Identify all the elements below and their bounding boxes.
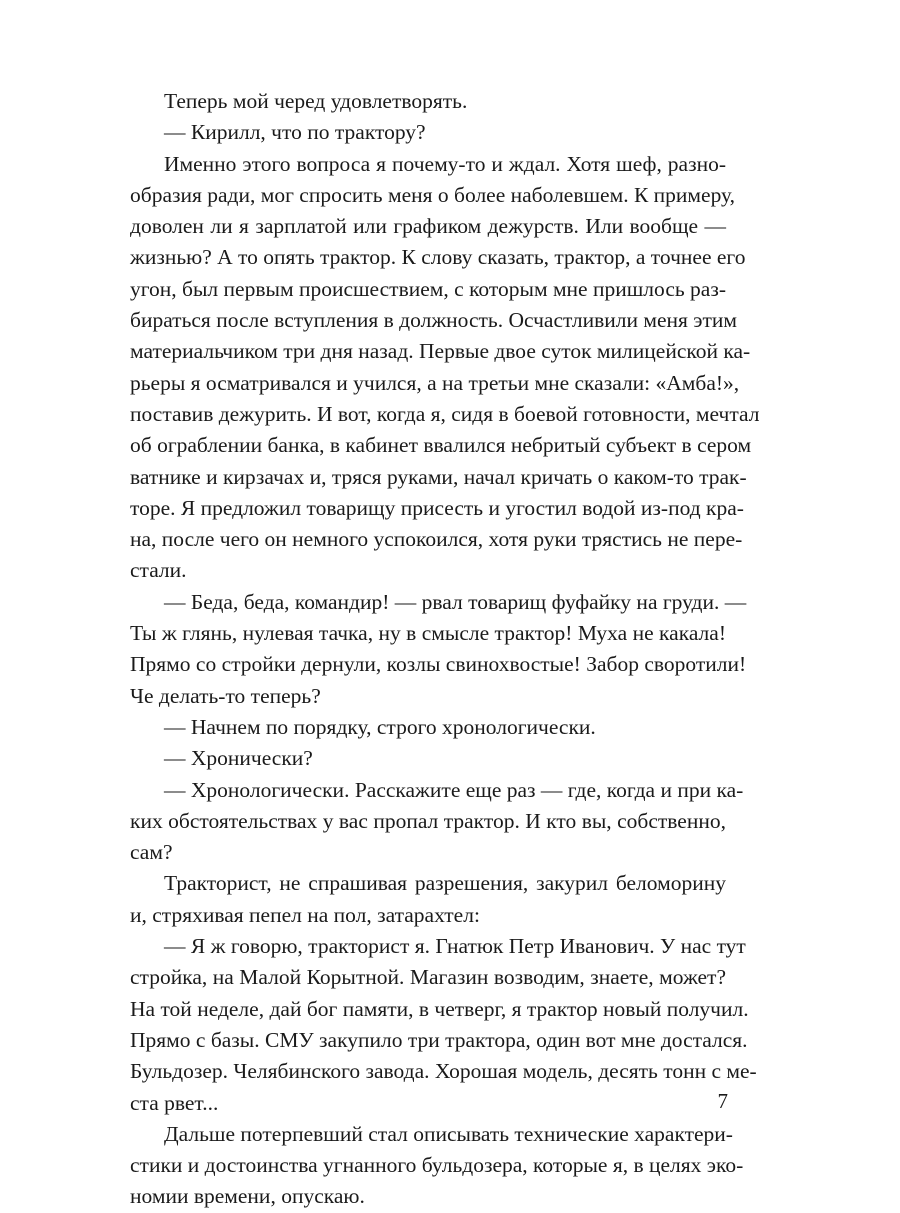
text-line: стройка, на Малой Корытной. Магазин возводим, знаете, может?: [130, 965, 726, 990]
text-line: Прямо с базы. СМУ закупило три трактора, один вот мне достался.: [130, 1027, 748, 1052]
text-line: — Беда, беда, командир! — рвал товарищ фуфайку на груди. —: [164, 589, 747, 614]
text-line: — Кирилл, что по трактору?: [164, 120, 426, 145]
text-line: торе. Я предложил товарищу присесть и угостил водой из-под кра-: [130, 495, 744, 520]
text-line: — Хронологически. Расскажите еще раз — где, когда и при ка-: [164, 777, 744, 802]
text-line: образия ради, мог спросить меня о более наболевшем. К примеру,: [130, 182, 736, 207]
text-line: поставив дежурить. И вот, когда я, сидя в боевой готовности, мечтал: [130, 401, 760, 426]
text-line: Прямо со стройки дернули, козлы свинохвостые! Забор своротили!: [130, 652, 747, 677]
text-line: стики и достоинства угнанного бульдозера, которые я, в целях эко-: [130, 1153, 744, 1178]
text-line: Теперь мой черед удовлетворять.: [164, 89, 468, 113]
text-line: об ограблении банка, в кабинет ввалился небритый субъект в сером: [130, 433, 752, 458]
text-line: ста рвет...: [130, 1090, 219, 1115]
text-line: Именно этого вопроса я почему-то и ждал. Хотя шеф, разно-: [164, 151, 726, 176]
text-line: Бульдозер. Челябинского завода. Хорошая модель, десять тонн с ме-: [130, 1059, 757, 1084]
page-text: [130, 86, 760, 1213]
text-line: сам?: [130, 840, 173, 865]
text-line: — Хронически?: [164, 746, 313, 771]
text-line: угон, был первым происшествием, с которым мне пришлось раз-: [130, 276, 726, 301]
text-line: жизнью? А то опять трактор. К слову сказать, трактор, а точнее его: [130, 245, 746, 270]
text-line: Че делать-то теперь?: [130, 683, 321, 708]
text-line: На той неделе, дай бог памяти, в четверг, я трактор новый получил.: [130, 996, 749, 1021]
text-line: Дальше потерпевший стал описывать технические характери-: [164, 1121, 733, 1146]
text-line: — Начнем по порядку, строго хронологически.: [164, 714, 596, 739]
text-line: рьеры я осматривался и учился, а на третьи мне сказали: «Амба!»,: [130, 370, 740, 395]
text-line: ких обстоятельствах у вас пропал трактор. И кто вы, собственно,: [130, 808, 726, 833]
text-line: Тракторист, не спрашивая разрешения, закурил беломорину: [164, 871, 726, 896]
text-line: — Я ж говорю, тракторист я. Гнатюк Петр Иванович. У нас тут: [164, 934, 746, 959]
text-line: на, после чего он немного успокоился, хотя руки трястись не пере-: [130, 527, 743, 552]
page-number: 7: [717, 1089, 728, 1113]
text-line: ватнике и кирзачах и, тряся руками, начал кричать о каком-то трак-: [130, 464, 747, 489]
text-line: бираться после вступления в должность. Осчастливили меня этим: [130, 308, 738, 333]
text-line: доволен ли я зарплатой или графиком дежурств. Или вообще —: [130, 214, 726, 239]
text-line: материальчиком три дня назад. Первые двое суток милицейской ка-: [130, 339, 751, 364]
text-line: и, стряхивая пепел на пол, затарахтел:: [130, 902, 480, 927]
text-line: Ты ж глянь, нулевая тачка, ну в смысле трактор! Муха не какала!: [130, 621, 726, 646]
text-line: стали.: [130, 558, 187, 583]
text-line: номии времени, опускаю.: [130, 1184, 365, 1209]
